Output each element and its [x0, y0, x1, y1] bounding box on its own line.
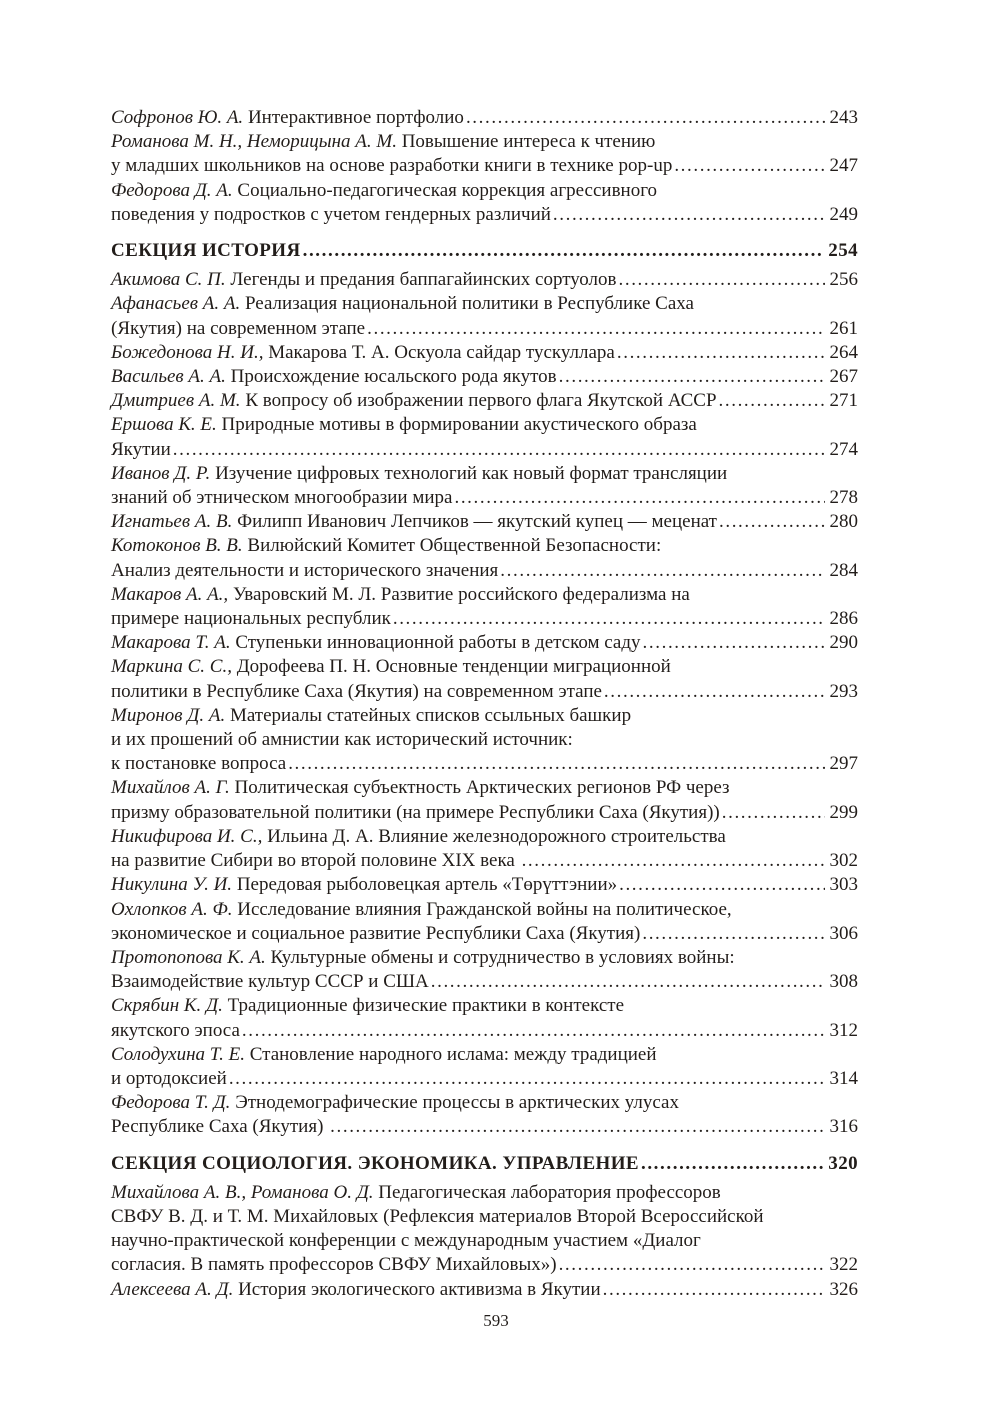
line-text: [111, 1152, 639, 1176]
toc-line: [111, 389, 858, 413]
toc-entry: [111, 341, 858, 365]
toc-line: [111, 704, 858, 728]
entry-text: у младших школьников на основе разработки книги в технике pop-up: [111, 155, 673, 177]
dot-leader: [719, 389, 825, 413]
dot-leader: [719, 510, 825, 534]
page-ref: 267: [829, 366, 858, 388]
toc-entry: [111, 704, 858, 777]
entry-text: призму образовательной политики (на примере Республики Саха (Якутия)): [111, 801, 720, 823]
entry-text: Традиционные физические практики в контексте: [227, 995, 625, 1017]
toc-line: [111, 994, 858, 1018]
toc-line: [111, 655, 858, 679]
toc-line: [111, 607, 858, 631]
line-text: [111, 752, 286, 776]
line-text: [111, 728, 573, 752]
toc-entry: [111, 776, 858, 824]
entry-text: Передовая рыболовецкая артель «Төрүттэнии»: [236, 874, 618, 896]
entry-text: (Якутия) на современном этапе: [111, 317, 366, 339]
toc-entry: [111, 462, 858, 510]
toc-line: [111, 559, 858, 583]
page-ref: 261: [829, 317, 858, 339]
author-name: Васильев А. А.: [111, 366, 231, 388]
toc-entry: [111, 1181, 858, 1278]
dot-leader: [367, 317, 824, 341]
toc-entry: [111, 389, 858, 413]
page-ref: 293: [829, 680, 858, 702]
entry-text: Политическая субъектность Арктических регионов РФ через: [234, 777, 730, 799]
author-name: Михайлова А. В., Романова О. Д.: [111, 1181, 379, 1203]
entry-text: Реализация национальной политики в Республике Саха: [244, 293, 694, 315]
toc-entry: [111, 1278, 858, 1302]
line-text: [111, 873, 617, 897]
entry-text: Ступеньки инновационной работы в детском саду: [235, 632, 641, 654]
dot-leader: [619, 268, 825, 292]
line-text: [111, 341, 615, 365]
author-name: Охлопков А. Ф.: [111, 898, 238, 920]
dot-leader: [303, 239, 824, 263]
entry-text: СВФУ В. Д. и Т. М. Михайловых (Рефлексия материалов Второй Всероссийской: [111, 1205, 764, 1227]
toc-line: [111, 292, 858, 316]
toc-line: [111, 1181, 858, 1205]
toc-line: [111, 317, 858, 341]
entry-text: Культурные обмены и сотрудничество в условиях войны:: [270, 946, 735, 968]
dot-leader: [603, 1278, 825, 1302]
toc-line: [111, 946, 858, 970]
dot-leader: [522, 849, 825, 873]
author-name: Никулина У. И.: [111, 874, 237, 896]
entry-text: История экологического активизма в Якутии: [238, 1278, 601, 1300]
author-name: Скрябин К. Д.: [111, 995, 228, 1017]
toc-line: [111, 130, 858, 154]
page-ref: 264: [829, 341, 858, 363]
line-text: [111, 389, 717, 413]
author-name: Афанасьев А. А.: [111, 293, 245, 315]
author-name: Иванов Д. Р.: [111, 462, 216, 484]
toc-line: [111, 1115, 858, 1139]
page-ref: 299: [829, 801, 858, 823]
toc-line: [111, 752, 858, 776]
page-ref: 278: [829, 487, 858, 509]
entry-text: Происхождение юсальского рода якутов: [230, 366, 557, 388]
toc-line: [111, 203, 858, 227]
line-text: [111, 106, 464, 130]
dot-leader: [617, 341, 825, 365]
entry-text: Социально-педагогическая коррекция агрессивного: [237, 179, 658, 201]
entry-text: к постановке вопроса: [111, 753, 287, 775]
line-text: [111, 680, 602, 704]
dot-leader: [229, 1067, 825, 1091]
entry-text: Уваровский М. Л. Развитие российского федерализма на: [228, 583, 690, 605]
toc-entry: [111, 130, 858, 178]
entry-text: Повышение интереса к чтению: [401, 131, 656, 153]
line-text: [111, 655, 671, 679]
dot-leader: [559, 1253, 825, 1277]
entry-text: СЕКЦИЯ СОЦИОЛОГИЯ. ЭКОНОМИКА. УПРАВЛЕНИЕ: [111, 1152, 639, 1174]
toc-line: [111, 583, 858, 607]
entry-text: Легенды и предания баппагайинских сортуолов: [230, 269, 617, 291]
entry-text: Республике Саха (Якутия): [111, 1116, 329, 1138]
toc-entry: [111, 655, 858, 703]
toc-line: [111, 1091, 858, 1115]
toc-entry: [111, 898, 858, 946]
toc-entry: [111, 583, 858, 631]
page-ref: 249: [829, 203, 858, 225]
line-text: [111, 1067, 227, 1091]
author-name: Маркина С. С.,: [111, 656, 232, 678]
line-text: [111, 438, 171, 462]
line-text: [111, 1205, 764, 1229]
dot-leader: [454, 486, 824, 510]
line-text: [111, 1253, 557, 1277]
line-text: [111, 510, 717, 534]
page-ref: 290: [829, 632, 858, 654]
toc-line: [111, 268, 858, 292]
toc-line: [111, 680, 858, 704]
line-text: [111, 462, 727, 486]
line-text: [111, 1181, 721, 1205]
entry-text: Якутии: [111, 438, 171, 460]
toc-line: [111, 1152, 858, 1176]
dot-leader: [173, 438, 825, 462]
toc-entry: [111, 1043, 858, 1091]
line-text: [111, 365, 557, 389]
toc-line: [111, 1205, 858, 1229]
toc-line: [111, 1019, 858, 1043]
dot-leader: [288, 752, 824, 776]
toc-line: [111, 462, 858, 486]
page-ref: 320: [828, 1152, 858, 1174]
toc-line: [111, 239, 858, 263]
page-ref: 322: [829, 1254, 858, 1276]
entry-text: Интерактивное портфолио: [247, 107, 464, 128]
entry-text: Этнодемографические процессы в арктических улусах: [235, 1092, 679, 1114]
line-text: [111, 946, 735, 970]
line-text: [111, 994, 624, 1018]
line-text: [111, 486, 452, 510]
toc-entry: [111, 946, 858, 994]
toc-entry: [111, 292, 858, 340]
line-text: [111, 239, 301, 263]
dot-leader: [559, 365, 825, 389]
toc-entry: [111, 873, 858, 897]
line-text: [111, 631, 641, 655]
entry-text: Филипп Иванович Лепчиков — якутский купец — меценат: [237, 511, 717, 533]
entry-text: Изучение цифровых технологий как новый формат трансляции: [215, 462, 728, 484]
toc-entry: [111, 510, 858, 534]
toc-entry: [111, 825, 858, 873]
author-name: Макаров А. А.,: [111, 583, 229, 605]
toc-entry: [111, 1091, 858, 1139]
toc-line: [111, 825, 858, 849]
toc-section-heading: [111, 1152, 858, 1176]
page-ref: 314: [829, 1067, 858, 1089]
toc-line: [111, 486, 858, 510]
page-ref: 306: [829, 922, 858, 944]
entry-text: согласия. В память профессоров СВФУ Михайловых»): [111, 1254, 557, 1276]
line-text: [111, 317, 365, 341]
line-text: [111, 154, 672, 178]
toc-line: [111, 776, 858, 800]
toc-line: [111, 365, 858, 389]
author-name: Дмитриев А. М.: [111, 390, 246, 412]
toc-line: [111, 413, 858, 437]
line-text: [111, 607, 391, 631]
page-ref: 280: [829, 511, 858, 533]
page-ref: 312: [829, 1019, 858, 1041]
line-text: [111, 970, 429, 994]
toc-entry: [111, 179, 858, 227]
dot-leader: [393, 607, 825, 631]
toc-line: [111, 631, 858, 655]
dot-leader: [242, 1019, 825, 1043]
entry-text: примере национальных республик: [111, 608, 391, 630]
toc-line: [111, 1229, 858, 1253]
author-name: Ершова К. Е.: [111, 414, 222, 436]
author-name: Романова М. Н., Неморицына А. М.: [111, 131, 402, 153]
page-ref: 243: [829, 107, 858, 128]
entry-text: Материалы статейных списков ссыльных башкир: [229, 704, 632, 726]
line-text: [111, 130, 655, 154]
author-name: Солодухина Т. Е.: [111, 1043, 250, 1065]
page-ref: 303: [829, 874, 858, 896]
entry-text: Макарова Т. А. Оскуола сайдар тускуллара: [263, 341, 615, 363]
entry-text: якутского эпоса: [111, 1019, 240, 1041]
page-ref: 284: [829, 559, 858, 581]
toc-entry: [111, 413, 858, 461]
entry-text: Исследование влияния Гражданской войны на политическое,: [237, 898, 732, 920]
author-name: Федорова Д. А.: [111, 179, 238, 201]
toc-entry: [111, 534, 858, 582]
dot-leader: [642, 922, 824, 946]
author-name: Алексеева А. Д.: [111, 1278, 239, 1300]
entry-text: Педагогическая лаборатория профессоров: [378, 1181, 721, 1203]
toc-section-heading: [111, 239, 858, 263]
toc-line: [111, 728, 858, 752]
line-text: [111, 1115, 328, 1139]
line-text: [111, 179, 657, 203]
toc-entry: [111, 365, 858, 389]
entry-text: СЕКЦИЯ ИСТОРИЯ: [111, 240, 301, 262]
page-ref: 326: [829, 1278, 858, 1300]
dot-leader: [553, 203, 825, 227]
line-text: [111, 801, 720, 825]
entry-text: политики в Республике Саха (Якутия) на современном этапе: [111, 680, 602, 702]
entry-text: Взаимодействие культур СССР и США: [111, 971, 429, 993]
entry-text: Вилюйский Комитет Общественной Безопасности:: [247, 535, 662, 557]
page-ref: 254: [828, 240, 858, 262]
toc-line: [111, 1253, 858, 1277]
line-text: [111, 534, 661, 558]
toc-line: [111, 922, 858, 946]
toc-entry: [111, 106, 858, 130]
author-name: Никифирова И. С.,: [111, 825, 263, 847]
entry-text: экономическое и социальное развитие Республики Саха (Якутия): [111, 922, 641, 944]
dot-leader: [466, 106, 825, 130]
line-text: [111, 922, 640, 946]
page-ref: 316: [829, 1116, 858, 1138]
toc-list: [111, 106, 858, 1302]
toc-line: [111, 106, 858, 130]
toc-line: [111, 801, 858, 825]
author-name: Софронов Ю. А.: [111, 107, 248, 128]
toc-line: [111, 1043, 858, 1067]
line-text: [111, 292, 694, 316]
entry-text: знаний об этническом многообразии мира: [111, 487, 453, 509]
line-text: [111, 413, 697, 437]
entry-text: научно-практической конференции с международным участием «Диалог: [111, 1230, 701, 1252]
dot-leader: [643, 631, 825, 655]
toc-line: [111, 873, 858, 897]
author-name: Игнатьев А. В.: [111, 511, 238, 533]
line-text: [111, 559, 498, 583]
toc-line: [111, 898, 858, 922]
dot-leader: [619, 873, 824, 897]
line-text: [111, 1019, 240, 1043]
toc-entry: [111, 631, 858, 655]
author-name: Миронов Д. А.: [111, 704, 230, 726]
toc-line: [111, 341, 858, 365]
line-text: [111, 203, 551, 227]
line-text: [111, 898, 732, 922]
page-ref: 247: [829, 155, 858, 177]
entry-text: К вопросу об изображении первого флага Якутской АССР: [245, 390, 717, 412]
toc-line: [111, 510, 858, 534]
page-ref: 274: [829, 438, 858, 460]
dot-leader: [500, 559, 824, 583]
toc-line: [111, 970, 858, 994]
author-name: Федорова Т. Д.: [111, 1092, 236, 1114]
line-text: [111, 1278, 601, 1302]
toc-line: [111, 1067, 858, 1091]
toc-entry: [111, 994, 858, 1042]
author-name: Михайлов А. Г.: [111, 777, 235, 799]
entry-text: Становление народного ислама: между традицией: [249, 1043, 657, 1065]
author-name: Акимова С. П.: [111, 269, 231, 291]
page-ref: 297: [829, 753, 858, 775]
toc-entry: [111, 268, 858, 292]
dot-leader: [641, 1152, 823, 1176]
line-text: [111, 849, 520, 873]
author-name: Божедонова Н. И.,: [111, 341, 264, 363]
page-ref: 271: [829, 390, 858, 412]
line-text: [111, 1043, 657, 1067]
page-ref: 256: [829, 269, 858, 291]
dot-leader: [674, 154, 824, 178]
entry-text: поведения у подростков с учетом гендерных различий: [111, 203, 551, 225]
toc-line: [111, 1278, 858, 1302]
line-text: [111, 704, 631, 728]
toc-line: [111, 534, 858, 558]
author-name: Протопопова К. А.: [111, 946, 271, 968]
page-ref: 286: [829, 608, 858, 630]
footer-page-number: 593: [483, 1311, 509, 1330]
entry-text: Анализ деятельности и исторического значения: [111, 559, 499, 581]
entry-text: и ортодоксией: [111, 1067, 227, 1089]
entry-text: Ильина Д. А. Влияние железнодорожного строительства: [262, 825, 726, 847]
dot-leader: [431, 970, 825, 994]
page-ref: 308: [829, 971, 858, 993]
entry-text: и их прошений об амнистии как исторический источник:: [111, 729, 573, 751]
author-name: Макарова Т. А.: [111, 632, 236, 654]
toc-line: [111, 438, 858, 462]
line-text: [111, 583, 690, 607]
author-name: Котоконов В. В.: [111, 535, 248, 557]
line-text: [111, 1091, 679, 1115]
entry-text: Природные мотивы в формировании акустического образа: [221, 414, 697, 436]
entry-text: на развитие Сибири во второй половине XIX века: [111, 850, 520, 872]
toc-line: [111, 849, 858, 873]
toc-line: [111, 179, 858, 203]
dot-leader: [722, 801, 825, 825]
dot-leader: [604, 680, 825, 704]
dot-leader: [330, 1115, 824, 1139]
line-text: [111, 825, 726, 849]
line-text: [111, 1229, 701, 1253]
entry-text: Дорофеева П. Н. Основные тенденции миграционной: [231, 656, 671, 678]
line-text: [111, 268, 617, 292]
line-text: [111, 776, 730, 800]
page-ref: 302: [829, 850, 858, 872]
toc-line: [111, 154, 858, 178]
